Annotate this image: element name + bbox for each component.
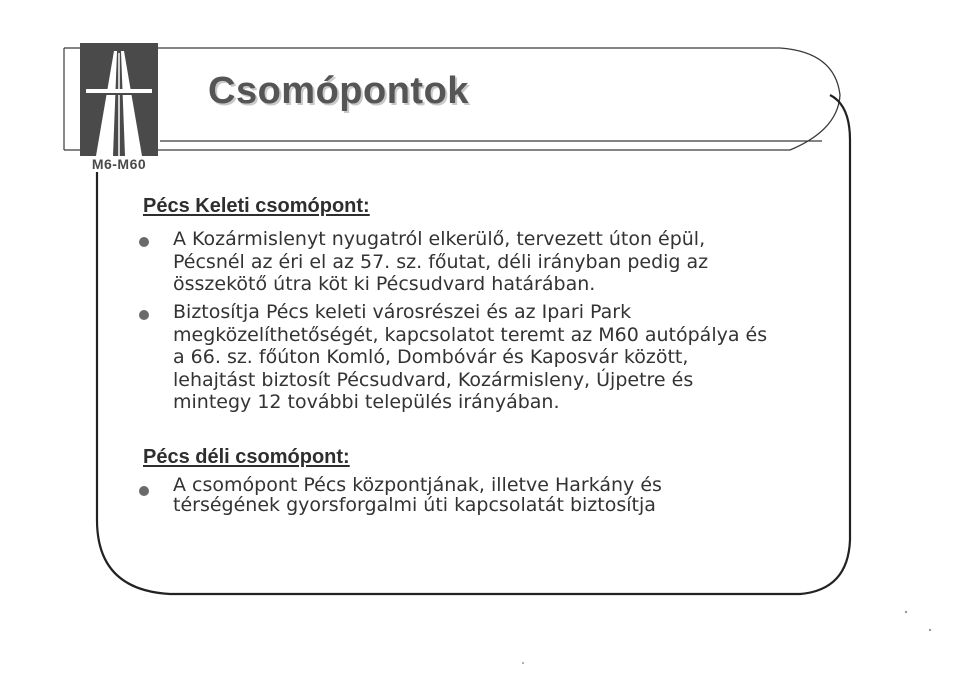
bullet-line: összekötő útra köt ki Pécsudvard határában.	[173, 273, 596, 295]
bullet-text	[173, 475, 853, 515]
bullet-line: lehajtást biztosít Pécsudvard, Kozármisleny, Újpetre és	[173, 368, 694, 391]
section-heading-deli: Pécs déli csomópont:	[143, 446, 350, 468]
bullet-line: térségének gyorsforgalmi úti kapcsolatát biztosítja	[173, 494, 656, 516]
bullet-icon	[137, 235, 151, 249]
bullet-text	[173, 228, 853, 296]
bullet-icon	[137, 308, 151, 322]
bullet-line: A Kozármislenyt nyugatról elkerülő, tervezett úton épül,	[173, 228, 706, 250]
motorway-logo	[80, 43, 158, 156]
motorway-icon	[80, 43, 158, 156]
bullet-text	[173, 301, 853, 414]
bullet-line: a 66. sz. főúton Komló, Dombóvár és Kaposvár között,	[173, 346, 689, 368]
bullet-line: Biztosítja Pécs keleti városrészei és az Ipari Park	[173, 301, 632, 323]
section-heading-keleti: Pécs Keleti csomópont:	[143, 195, 370, 217]
bullet-line: A csomópont Pécs központjának, illetve Harkány és	[173, 474, 662, 496]
bullet-line: Pécsnél az éri el az 57. sz. főutat, déli irányban pedig az	[173, 250, 709, 273]
page-title: Csomópontok	[208, 70, 469, 112]
logo-label: M6-M60	[91, 156, 147, 172]
bullet-icon	[137, 484, 151, 498]
bullet-line: mintegy 12 további település irányában.	[173, 391, 560, 413]
bullet-line: megközelíthetőségét, kapcsolatot teremt az M60 autópálya és	[173, 323, 768, 346]
